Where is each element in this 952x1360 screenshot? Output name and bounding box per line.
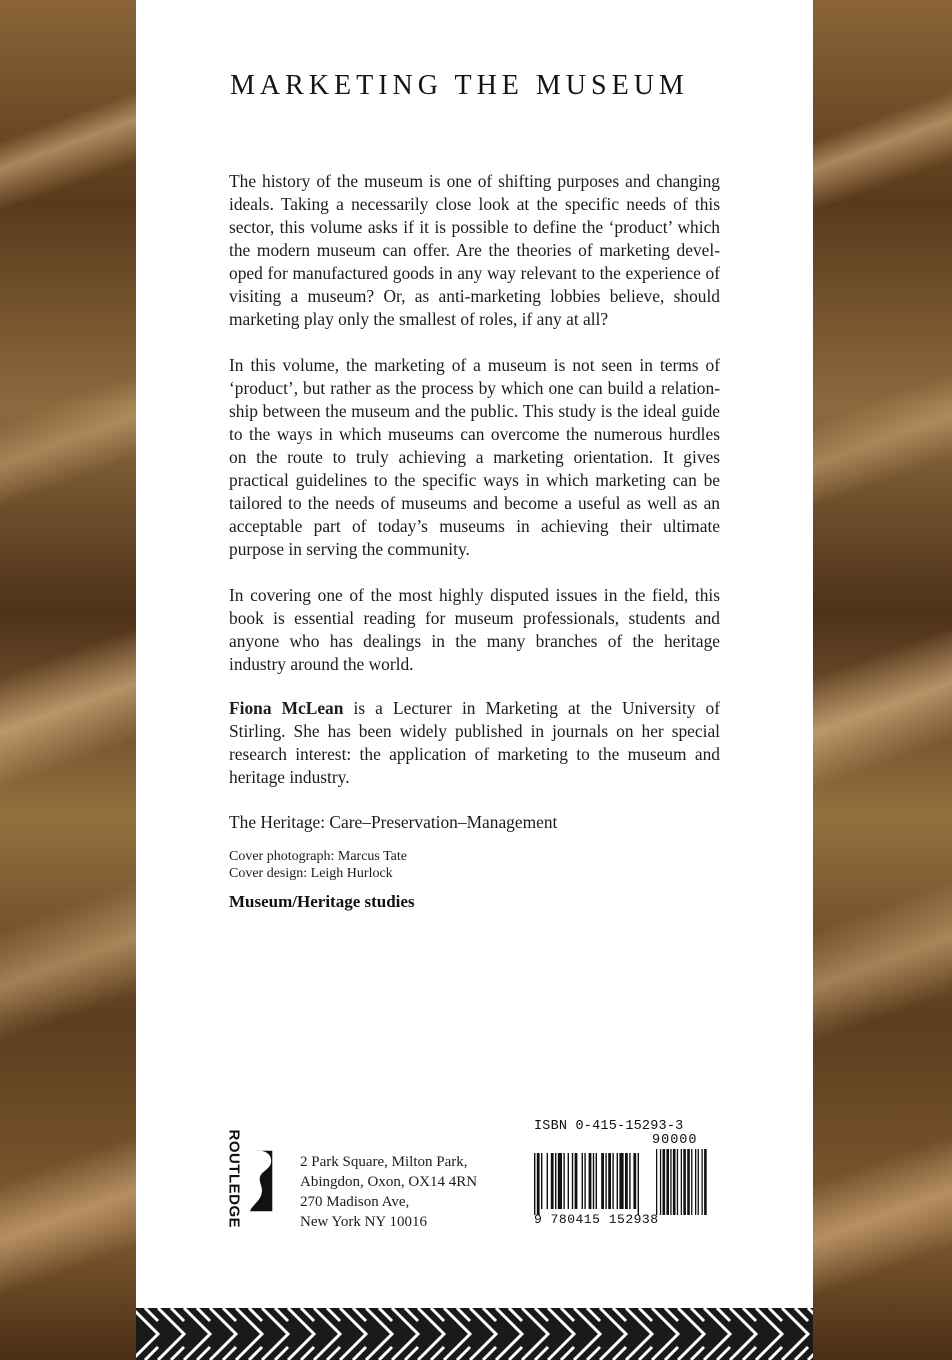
blurb-paragraph-2: In this volume, the marketing of a museum is not seen in terms of ‘product’, but rather as the process by which one can build a relationship between the museum and the public. This study is the ideal guide to the ways in which museums can overcome the numerous hurdles on the route to truly achieving a marketing orientation. It gives practical guidelines to the specific ways in which marketing can be tailored to the needs of museums and become a useful as well as an acceptable part of today’s museums in achieving their ultimate purpose in serving the community. xyxy=(229,355,720,559)
author-bio xyxy=(229,697,720,789)
design-credit: Cover design: Leigh Hurlock xyxy=(229,866,393,881)
isbn-number: ISBN 0-415-15293-3 xyxy=(534,1119,684,1134)
address-line-4: New York NY 10016 xyxy=(300,1214,427,1230)
decorative-pattern-strip xyxy=(136,1308,813,1360)
back-cover-panel xyxy=(136,0,813,1360)
address-line-3: 270 Madison Ave, xyxy=(300,1194,410,1210)
publisher-name: ROUTLEDGE xyxy=(225,1129,243,1229)
price-addon-number: 90000 xyxy=(652,1133,698,1148)
publisher-address xyxy=(300,1152,477,1232)
series-name: The Heritage: Care–Preservation–Management xyxy=(229,812,558,832)
blurb-paragraph-1: The history of the museum is one of shifting purposes and changing ideals. Taking a necessarily close look at the specific needs of this sector, this volume asks if it is possible to define the ‘product’ which the modern museum can offer. Are the theories of marketing developed for manufactured goods in any way relevant to the experience of visiting a museum? Or, as anti-marketing lobbies believe, should marketing play only the smallest of roles, if any at all? xyxy=(229,171,720,329)
wood-texture-right xyxy=(813,0,952,1360)
cover-credits xyxy=(229,848,407,882)
blurb-paragraph-3: In covering one of the most highly disputed issues in the field, this book is essential reading for museum professionals, students and anyone who has dealings in the many branches of the heritage industry around the world. xyxy=(229,585,720,674)
ean-number: 9 780415 152938 xyxy=(534,1212,659,1227)
author-name: Fiona McLean xyxy=(229,698,344,718)
photo-credit: Cover photograph: Marcus Tate xyxy=(229,849,407,864)
subject-category: Museum/Heritage studies xyxy=(229,892,415,911)
book-title: MARKETING THE MUSEUM xyxy=(230,70,689,101)
address-line-1: 2 Park Square, Milton Park, xyxy=(300,1154,468,1170)
author-bio-text: is a Lecturer in Marketing at the University of Stirling. She has been widely published in journals on her special research interest: the application of marketing to the museum and heritage industry. xyxy=(229,698,720,787)
wood-texture-left xyxy=(0,0,136,1360)
publisher-wordmark xyxy=(222,1129,246,1229)
publisher-logo-icon xyxy=(246,1133,292,1229)
address-line-2: Abingdon, Oxon, OX14 4RN xyxy=(300,1174,478,1190)
